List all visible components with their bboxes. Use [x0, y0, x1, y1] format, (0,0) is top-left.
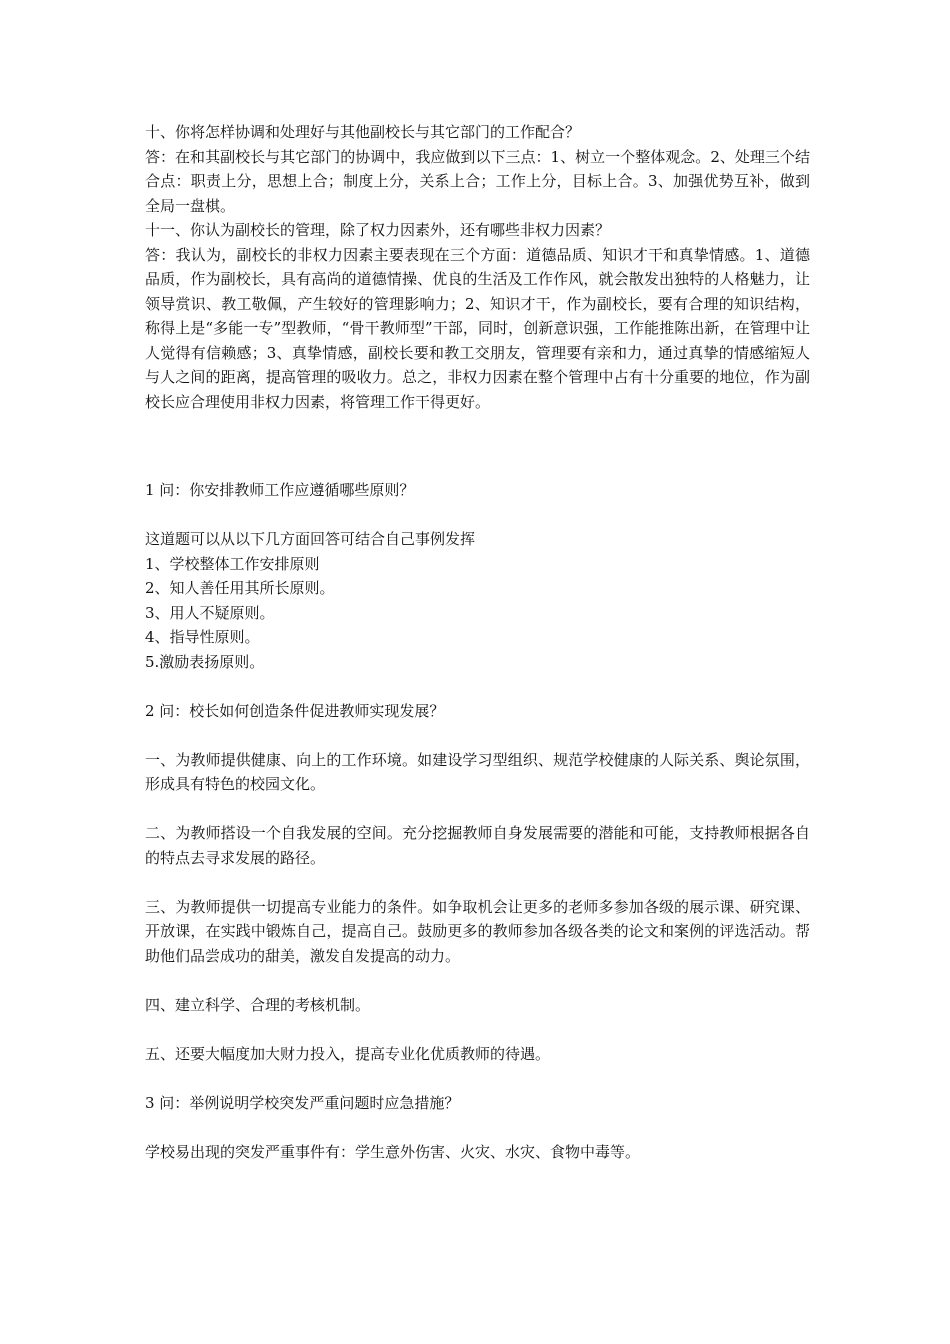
document-body	[145, 120, 810, 1164]
q1-item-1: 1、学校整体工作安排原则	[145, 554, 320, 573]
q3-question: 3 问：举例说明学校突发严重问题时应急措施？	[145, 1093, 460, 1112]
q2-question: 2 问：校长如何创造条件促进教师实现发展？	[145, 701, 445, 720]
q1-item-3: 3、用人不疑原则。	[145, 603, 275, 622]
spacer	[145, 1115, 810, 1140]
question-11: 十一、你认为副校长的管理，除了权力因素外，还有哪些非权力因素？	[145, 221, 611, 239]
q2-paragraph-5: 五、还要大幅度加大财力投入，提高专业化优质教师的待遇。	[145, 1044, 551, 1063]
spacer	[145, 1066, 810, 1091]
q2-paragraph-3: 三、为教师提供一切提高专业能力的条件。如争取机会让更多的老师多参加各级的展示课、研究课、开放课，在实践中锻炼自己，提高自己。鼓励更多的教师参加各级各类的论文和案例的评选活动。帮助他们品尝成功的甜美，激发自发提高的动力。	[145, 897, 810, 965]
q1-question: 1 问：你安排教师工作应遵循哪些原则？	[145, 481, 415, 499]
spacer	[145, 503, 810, 528]
answer-11: 答：我认为，副校长的非权力因素主要表现在三个方面：道德品质、知识才干和真挚情感。1、道德品质，作为副校长，具有高尚的道德情操、优良的生活及工作作风，就会散发出独特的人格魅力，让领导赏识、教工敬佩，产生较好的管理影响力；2、知识才干，作为副校长，要有合理的知识结构，称得上是“多能一专”型教师，“骨干教师型”干部，同时，创新意识强，工作能推陈出新，在管理中让人觉得有信赖感；3、真挚情感，副校长要和教工交朋友，管理要有亲和力，通过真挚的情感缩短人与人之间的距离，提高管理的吸收力。总之，非权力因素在整个管理中占有十分重要的地位，作为副校长应合理使用非权力因素，将管理工作干得更好。	[145, 245, 810, 411]
question-10: 十、你将怎样协调和处理好与其他副校长与其它部门的工作配合？	[145, 123, 581, 141]
q2-paragraph-2: 二、为教师搭设一个自我发展的空间。充分挖掘教师自身发展需要的潜能和可能，支持教师根据各自的特点去寻求发展的路径。	[145, 824, 810, 867]
q3-answer: 学校易出现的突发严重事件有：学生意外伤害、火灾、水灾、食物中毒等。	[145, 1142, 641, 1161]
q1-item-4: 4、指导性原则。	[145, 628, 260, 646]
spacer	[145, 674, 810, 699]
answer-10: 答：在和其副校长与其它部门的协调中，我应做到以下三点：1、树立一个整体观念。2、处理三个结合点：职责上分，思想上合；制度上分，关系上合；工作上分，目标上合。3、加强优势互补，做到全局一盘棋。	[145, 147, 810, 215]
spacer	[145, 870, 810, 895]
q2-paragraph-4: 四、建立科学、合理的考核机制。	[145, 995, 371, 1014]
spacer	[145, 1017, 810, 1042]
q1-item-2: 2、知人善任用其所长原则。	[145, 579, 335, 597]
spacer	[145, 968, 810, 993]
spacer	[145, 723, 810, 748]
q1-intro: 这道题可以从以下几方面回答可结合自己事例发挥	[145, 530, 476, 548]
q1-item-5: 5.激励表扬原则。	[145, 652, 265, 671]
q2-paragraph-1: 一、为教师提供健康、向上的工作环境。如建设学习型组织、规范学校健康的人际关系、舆论氛围，形成具有特色的校园文化。	[145, 750, 810, 793]
section-spacer	[145, 414, 810, 478]
spacer	[145, 797, 810, 822]
